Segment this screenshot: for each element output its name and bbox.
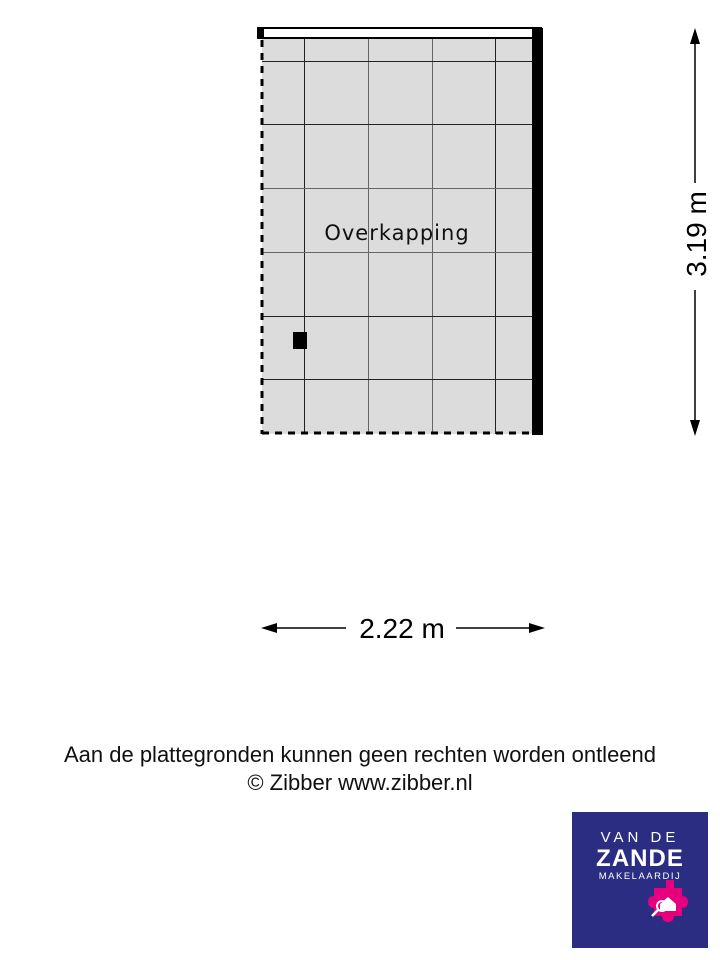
height-arrow-top [690, 28, 700, 44]
copyright-text: © Zibber www.zibber.nl [247, 770, 473, 795]
height-dimension-label: 3.19 m [681, 191, 712, 277]
right-wall [532, 28, 543, 435]
width-arrow-right [529, 623, 545, 633]
height-arrow-bottom [690, 420, 700, 436]
top-opening-end [259, 29, 264, 37]
logo-text-line3: MAKELAARDIJ [598, 871, 682, 882]
height-dimension [681, 28, 712, 436]
logo-text-line1: VAN DE [600, 829, 680, 846]
top-opening-frame [258, 28, 541, 38]
disclaimer-text: Aan de plattegronden kunnen geen rechten worden ontleend [63, 742, 657, 767]
width-dimension-label: 2.22 m [359, 613, 445, 644]
room-label: Overkapping [324, 221, 470, 245]
logo-text-line2: ZANDE [596, 845, 684, 872]
width-arrow-left [261, 623, 277, 633]
company-logo [572, 812, 708, 948]
width-dimension [261, 613, 545, 644]
support-post [293, 332, 307, 349]
